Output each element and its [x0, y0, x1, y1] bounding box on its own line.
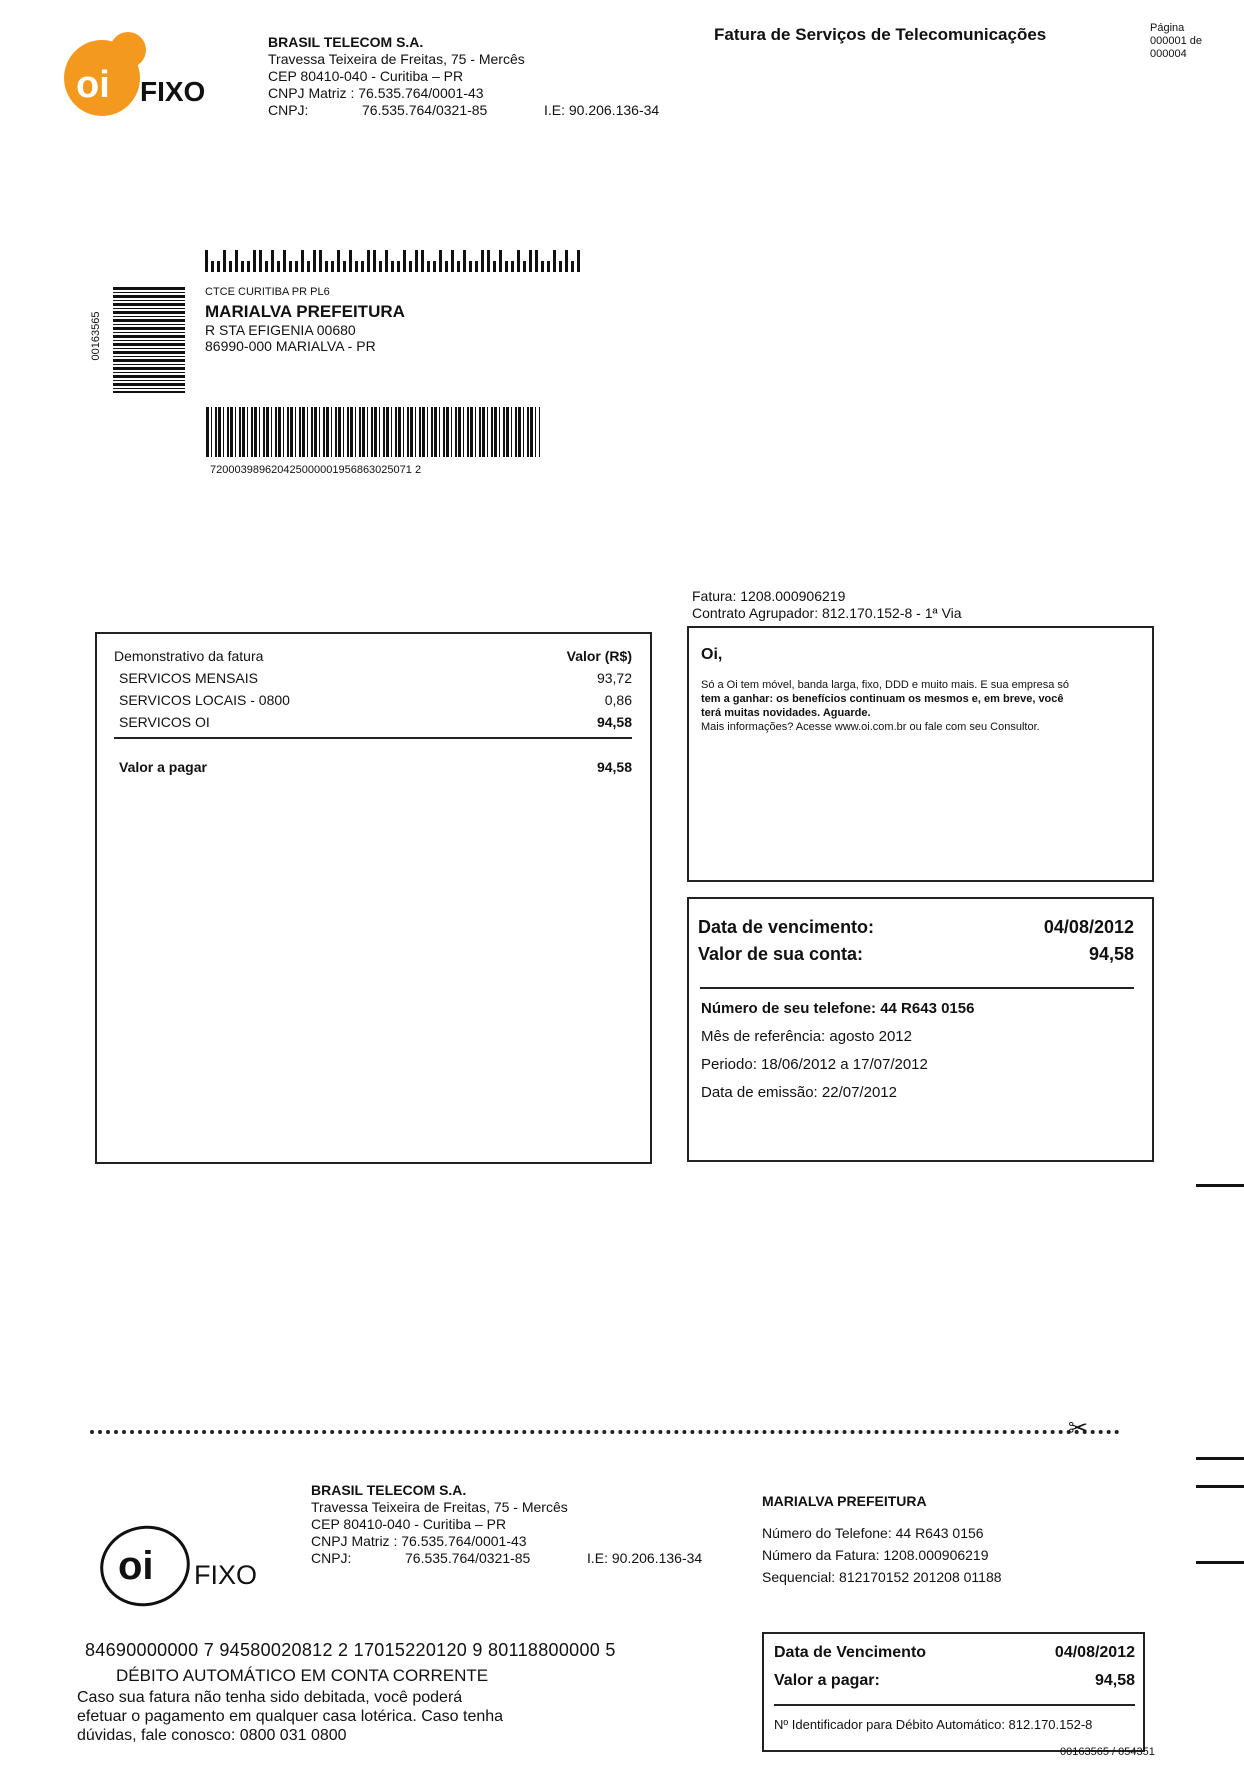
stub-due: [774, 1644, 1135, 1662]
postnet-bar: [265, 261, 268, 272]
statement-item-value: 0,86: [604, 692, 632, 708]
postnet-bar: [217, 261, 220, 272]
postnet-bar: [523, 261, 526, 272]
statement-total: [114, 759, 632, 776]
postnet-bar: [205, 250, 208, 272]
margin-tick: [1196, 1457, 1244, 1460]
stub-due-value: 04/08/2012: [1054, 1644, 1135, 1661]
statement-box: [95, 632, 652, 1164]
postnet-bar: [553, 250, 556, 272]
postnet-bar: [373, 250, 376, 272]
stub-invoice: Número da Fatura: 1208.000906219: [762, 1547, 989, 1563]
stub-amount-value: 94,58: [1094, 1672, 1135, 1689]
postnet-bar: [403, 250, 406, 272]
summary-phone: Número de seu telefone: 44 R643 0156: [701, 1000, 975, 1017]
postnet-bar: [433, 261, 436, 272]
postnet-bar: [427, 261, 430, 272]
stub-digitable-line: 84690000000 7 94580020812 2 17015220120 9 80118800000 5: [85, 1640, 616, 1660]
postnet-bar: [529, 250, 532, 272]
summary-due-value: 04/08/2012: [1043, 917, 1134, 937]
statement-title: Demonstrativo da fatura: [114, 648, 264, 664]
stub-due-label: Data de Vencimento: [774, 1644, 927, 1661]
stub-note-line-1: Caso sua fatura não tenha sido debitada, você poderá: [77, 1689, 463, 1706]
postnet-bar: [319, 250, 322, 272]
postnet-bar: [391, 261, 394, 272]
statement-items: [114, 670, 632, 731]
postnet-bar: [247, 261, 250, 272]
postnet-bar: [421, 250, 424, 272]
stub-note-line-3: dúvidas, fale conosco: 0800 031 0800: [77, 1727, 347, 1744]
postnet-bar: [457, 261, 460, 272]
message-line-1: Só a Oi tem móvel, banda larga, fixo, DDD e muito mais. E sua empresa só: [701, 679, 1070, 691]
cut-line: [90, 1430, 1120, 1434]
postnet-bar: [355, 261, 358, 272]
postnet-bar: [415, 250, 418, 272]
postnet-bar: [493, 261, 496, 272]
side-barcode: [113, 287, 185, 393]
stub-ie: I.E: 90.206.136-34: [587, 1550, 703, 1566]
stub-note-line-2: efetuar o pagamento em qualquer casa lotérica. Caso tenha: [77, 1708, 504, 1725]
stub-cnpj-value: 76.535.764/0321-85: [405, 1550, 531, 1566]
postnet-bar: [271, 250, 274, 272]
message-line-3: terá muitas novidades. Aguarde.: [701, 707, 871, 719]
stub-company-name: BRASIL TELECOM S.A.: [311, 1482, 467, 1498]
company-cnpj: [268, 102, 708, 119]
statement-item: [114, 714, 632, 731]
postnet-bar: [451, 250, 454, 272]
stub-payment-box: [762, 1632, 1145, 1752]
oi-fixo-logo: [50, 32, 220, 122]
statement-total-value: 94,58: [596, 759, 632, 775]
statement-item-label: SERVICOS OI: [119, 714, 210, 730]
contract-number: Contrato Agrupador: 812.170.152-8 - 1ª Via: [692, 605, 962, 621]
stub-customer-block: [762, 1490, 1142, 1588]
stub-company-block: [311, 1482, 731, 1567]
margin-tick: [1196, 1561, 1244, 1564]
postnet-bar: [547, 261, 550, 272]
postnet-bar: [223, 250, 226, 272]
margin-tick: [1196, 1184, 1244, 1187]
postnet-bar: [445, 261, 448, 272]
postnet-bar: [235, 250, 238, 272]
invoice-number: Fatura: 1208.000906219: [692, 588, 846, 604]
invoice-reference: [692, 588, 962, 622]
stub-debit-id: Nº Identificador para Débito Automático: 812.170.152-8: [774, 1717, 1093, 1732]
stub-cnpj-label: CNPJ:: [311, 1550, 352, 1566]
stub-oi-fixo-logo: [100, 1520, 270, 1610]
postnet-bar: [241, 261, 244, 272]
stub-sequence: Sequencial: 812170152 201208 01188: [762, 1569, 1002, 1585]
postnet-bar: [337, 250, 340, 272]
statement-item-label: SERVICOS MENSAIS: [119, 670, 259, 686]
company-address: Travessa Teixeira de Freitas, 75 - Mercês: [268, 51, 525, 67]
postnet-bar: [571, 261, 574, 272]
postnet-bar: [505, 261, 508, 272]
recipient-name: MARIALVA PREFEITURA: [205, 302, 405, 321]
postnet-bar: [211, 261, 214, 272]
statement-item-label: SERVICOS LOCAIS - 0800: [119, 692, 290, 708]
postnet-bar: [409, 261, 412, 272]
stub-debit-title: DÉBITO AUTOMÁTICO EM CONTA CORRENTE: [116, 1666, 489, 1685]
statement-item: [114, 670, 632, 687]
summary-ref-month: Mês de referência: agosto 2012: [701, 1028, 912, 1045]
stub-amount-label: Valor a pagar:: [774, 1672, 880, 1689]
statement-item: [114, 692, 632, 709]
stub-logo-fixo-text: FIXO: [194, 1560, 258, 1590]
postnet-bar: [439, 250, 442, 272]
summary-divider: [700, 987, 1134, 989]
postnet-bar: [481, 250, 484, 272]
summary-due-label: Data de vencimento:: [698, 917, 875, 937]
postnet-bar: [367, 250, 370, 272]
side-code: 00163565: [90, 311, 102, 361]
postnet-bar: [469, 261, 472, 272]
postnet-bar: [343, 261, 346, 272]
page-label: Página: [1150, 22, 1185, 34]
logo-bubble-small: [110, 32, 146, 68]
stub-amount: [774, 1672, 1135, 1690]
postnet-bar: [379, 261, 382, 272]
postnet-bar: [313, 250, 316, 272]
document-title: Fatura de Serviços de Telecomunicações: [714, 25, 1047, 44]
summary-amount-value: 94,58: [1088, 944, 1134, 964]
postnet-bar: [325, 261, 328, 272]
stub-phone: Número do Telefone: 44 R643 0156: [762, 1525, 984, 1541]
company-cnpj-matriz: CNPJ Matriz : 76.535.764/0001-43: [268, 85, 484, 101]
statement-item-value: 94,58: [596, 714, 632, 730]
postnet-bar: [463, 250, 466, 272]
postnet-bar: [535, 250, 538, 272]
postnet-bar: [559, 261, 562, 272]
company-ie: I.E: 90.206.136-34: [544, 102, 660, 118]
postnet-bar: [253, 250, 256, 272]
postnet-bar: [289, 261, 292, 272]
page-total: 000004: [1150, 48, 1187, 60]
stub-company-cep: CEP 80410-040 - Curitiba – PR: [311, 1516, 507, 1532]
postnet-bar: [295, 261, 298, 272]
page-value: 000001 de: [1150, 35, 1202, 47]
recipient-route: CTCE CURITIBA PR PL6: [205, 286, 330, 298]
postnet-bar: [499, 250, 502, 272]
message-line-4: Mais informações? Acesse www.oi.com.br ou fale com seu Consultor.: [701, 721, 1040, 733]
postnet-bar: [487, 250, 490, 272]
statement-item-value: 93,72: [596, 670, 632, 686]
postnet-bar: [517, 250, 520, 272]
postnet-bar: [229, 261, 232, 272]
stub-cnpj: [311, 1550, 731, 1567]
stub-company-address: Travessa Teixeira de Freitas, 75 - Mercês: [311, 1499, 568, 1515]
postnet-bar: [301, 250, 304, 272]
stub-cnpj-matriz: CNPJ Matriz : 76.535.764/0001-43: [311, 1533, 527, 1549]
message-box: [687, 626, 1154, 882]
summary-issue-date: Data de emissão: 22/07/2012: [701, 1084, 897, 1101]
message-line-2: tem a ganhar: os benefícios continuam os mesmos e, em breve, você: [701, 693, 1064, 705]
stub-note: [77, 1688, 537, 1745]
postnet-bar: [307, 261, 310, 272]
cnpj-label: CNPJ:: [268, 102, 309, 118]
summary-box: [687, 897, 1154, 1162]
postnet-bar: [397, 261, 400, 272]
statement-header: [114, 648, 632, 665]
postnet-bar: [577, 250, 580, 272]
summary-details: [698, 995, 1134, 1107]
postnet-bar: [277, 261, 280, 272]
recipient-city: 86990-000 MARIALVA - PR: [205, 338, 376, 354]
company-name: BRASIL TELECOM S.A.: [268, 34, 424, 50]
message-greeting: Oi,: [701, 646, 723, 663]
company-cep: CEP 80410-040 - Curitiba – PR: [268, 68, 464, 84]
recipient-street: R STA EFIGENIA 00680: [205, 322, 356, 338]
postnet-bar: [361, 261, 364, 272]
stub-footer-code: 00163565 / 054351: [1060, 1746, 1155, 1758]
statement-divider: [114, 737, 632, 739]
postnet-bar: [331, 261, 334, 272]
stub-divider: [774, 1704, 1135, 1706]
postnet-bar: [511, 261, 514, 272]
page-counter: [1150, 22, 1202, 61]
margin-tick: [1196, 1485, 1244, 1488]
postnet-bar: [475, 261, 478, 272]
logo-fixo-text: FIXO: [140, 76, 206, 107]
logo-oi-text: oi: [76, 64, 110, 106]
recipient-block: [205, 286, 625, 354]
cnpj-value: 76.535.764/0321-85: [362, 102, 488, 118]
postnet-barcode: [205, 246, 580, 272]
summary-amount-label: Valor de sua conta:: [698, 944, 864, 964]
postnet-bar: [283, 250, 286, 272]
scissors-icon: ✂: [1068, 1415, 1089, 1442]
summary-period: Periodo: 18/06/2012 a 17/07/2012: [701, 1056, 928, 1073]
message-body: [701, 678, 1140, 734]
stub-logo-oi-text: oi: [118, 1544, 154, 1588]
postnet-bar: [259, 250, 262, 272]
postnet-bar: [541, 261, 544, 272]
summary-due: [698, 917, 1134, 938]
summary-amount: [698, 944, 1134, 965]
statement-total-label: Valor a pagar: [119, 759, 207, 775]
statement-value-header: Valor (R$): [566, 648, 632, 664]
postnet-bar: [385, 250, 388, 272]
stub-customer-name: MARIALVA PREFEITURA: [762, 1493, 927, 1509]
postnet-bar: [349, 250, 352, 272]
company-header-block: [268, 34, 708, 119]
postnet-bar: [565, 250, 568, 272]
recipient-barcode: [206, 407, 540, 457]
recipient-barcode-number: 720003989620425000001956863025071 2: [210, 464, 422, 476]
